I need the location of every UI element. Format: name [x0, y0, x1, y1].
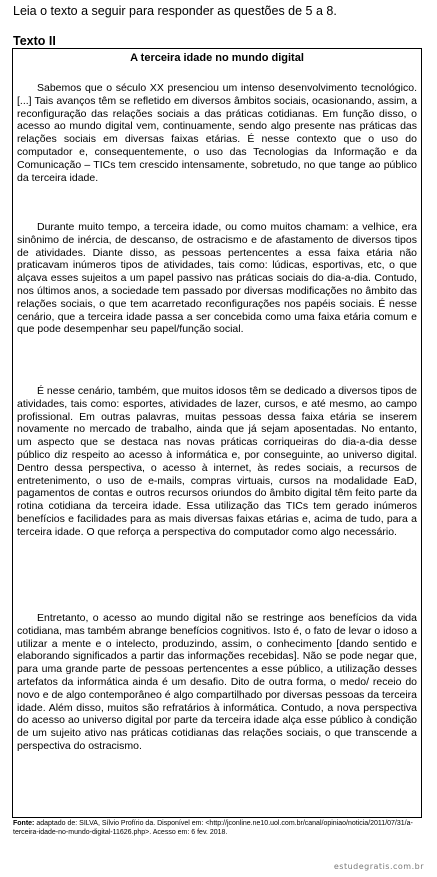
source-label: Fonte:: [13, 820, 35, 827]
site-watermark: estudegratis.com.br: [333, 862, 424, 871]
article-title: A terceira idade no mundo digital: [130, 52, 304, 64]
paragraph-3: É nesse cenário, também, que muitos idosos têm se dedicado a diversos tipos de atividades, tais como: esportes, atividades de lazer, cursos, e até mesmo, ao campo profissional. Em outras palavras, muitas pessoas dessa faixa etária se inserem novamente no mercado de trabalho, ainda que já sejam aposentadas. No entanto, um aspecto que se destaca nas novas práticas corriqueiras do dia-a-dia desse público diz respeito ao acesso à informática e, por conseguinte, ao universo digital. Dentro dessa perspectiva, o acesso à internet, às redes sociais, a recursos de entretenimento, o uso de e-mails, compras virtuais, cursos na modalidade EaD, pagamentos de contas e outros recursos oriundos do âmbito digital têm feito parte da rotina cotidiana da terceira idade. Essa utilização das TICs tem gerado inúmeros benefícios e facilidades para as mais diversas faixas etárias e, acima de tudo, para a terceira idade. O que reforça a perspectiva do computador como algo necessário.: [17, 385, 417, 538]
text-label: Texto II: [13, 34, 56, 48]
source-citation: [13, 820, 423, 837]
paragraph-1: Sabemos que o século XX presenciou um intenso desenvolvimento tecnológico. [...] Tais avanços têm se refletido em diversos âmbitos sociais, ocasionando, assim, a reconfiguração das relações sociais a das práticas cotidianas. Em função disso, o acesso ao mundo digital vem, continuamente, sendo algo presente nas práticas das relações sociais em diversas faixas etárias. É nesse contexto que o uso do computador e, consequentemente, o uso das Tecnologias da Informação e da Comunicação – TICs tem crescido intensamente, sobretudo, no que tange ao público da terceira idade.: [17, 82, 417, 184]
source-text: adaptado de: SILVA, Sílvio Profírio da. Disponível em: <http://jconline.ne10.uol.com.br/canal/opiniao/noticia/2011/07/31/a-terceira-idade-no-mundo-digital-11626.php>. Acesso em: 6 fev. 2018.: [13, 820, 413, 836]
article-box: [12, 48, 422, 818]
paragraph-4: Entretanto, o acesso ao mundo digital não se restringe aos benefícios da vida cotidiana, mas também abrange benefícios cognitivos. Isto é, o fato de levar o idoso a utilizar a mente e o intelecto, produzindo, assim, o conhecimento [dando sentido e elaborando significados a partir das informações recebidas]. Não se pode negar que, para uma grande parte de pessoas pertencentes a esse público, a utilização desses artefatos da informática ainda é um desafio. Dito de outra forma, o medo/ receio do novo e de algo contemporâneo é algo compartilhado por diversas pessoas da terceira idade. Além disso, muitos são refratários à informática. Contudo, a nova perspectiva do acesso ao universo digital por parte da terceira idade alça esse público à condição de um sujeito ativo nas práticas cotidianas das relações sociais, o que transcende a perspectiva do ostracismo.: [17, 612, 417, 752]
instruction-text: Leia o texto a seguir para responder as questões de 5 a 8.: [13, 4, 337, 18]
paragraph-2: Durante muito tempo, a terceira idade, ou como muitos chamam: a velhice, era sinônimo de inércia, de descanso, de ostracismo e de afastamento de diversos tipos de atividades. Diante disso, as pessoas pertencentes a essa faixa etária não praticavam inúmeros tipos de atividades, tais como: lúdicas, esportivas, etc, o que alçava esses sujeitos a um papel passivo nas práticas sociais do dia-a-dia. Contudo, nos últimos anos, a sociedade tem passado por diversas modificações no âmbito das relações sociais, o que tem acarretado reconfigurações nos papéis sociais. É nesse cenário, que a terceira idade passa a ser concebida como uma faixa etária comum e que pode desempenhar seu papel/função social.: [17, 221, 417, 336]
